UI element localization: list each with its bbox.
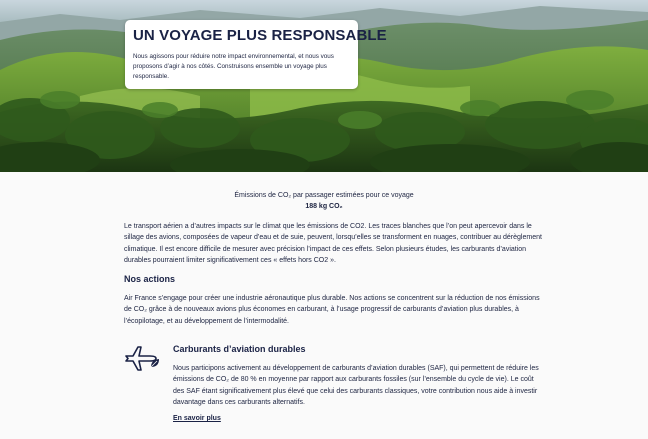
- hero-description: Nous agissons pour réduire notre impact environnemental, et nous vous proposons d’agir à nos côtés. Construisons ensemble un voyage plus responsable.: [133, 53, 334, 80]
- emissions-value: 188 kg CO₂: [305, 203, 343, 210]
- hero-title: UN VOYAGE PLUS RESPONSABLE: [133, 27, 387, 44]
- actions-heading: Nos actions: [124, 274, 176, 284]
- saf-title: Carburants d’aviation durables: [173, 344, 306, 354]
- saf-paragraph: Nous participons activement au développement de carburants d’aviation durables (SAF), qui permettent de réduire les émissions de CO₂ de 80 % en moyenne par rapport aux carburants fossiles (sur l’ensemble du cycle de vie). Le coût des SAF étant significativement plus élevé que celui des carburants classiques, votre contribution nous aide à investir davantage dans ces carburants alternatifs.: [173, 365, 539, 407]
- actions-paragraph: Air France s’engage pour créer une industrie aéronautique plus durable. Nos actions se concentrent sur la réduction de nos émissions de CO₂ grâce à de nouveaux avions plus économes en carburant, à l’usage progressif de carburants d’aviation plus durables, à l’écopilotage, et au développement de l’intermodalité.: [124, 295, 540, 325]
- learn-more-link[interactable]: En savoir plus: [173, 415, 221, 422]
- emissions-label: Émissions de CO₂ par passager estimées pour ce voyage: [234, 192, 414, 199]
- main-content: [0, 172, 648, 439]
- emissions-summary: [0, 191, 648, 212]
- intro-paragraph: Le transport aérien a d’autres impacts sur le climat que les émissions de CO2. Les traces blanches que l’on peut apercevoir dans le sillage des avions, composées de vapeur d’eau et de suie, peuvent, lorsqu’elles se transforment en nuages, contribuer au dérèglement climatique. Il est encore difficile de mesurer avec précision l’impact de ces effets. Selon plusieurs études, les carburants d’aviation durables pourraient limiter significativement ces « effets hors CO2 ».: [124, 223, 542, 265]
- hero-card: [125, 20, 387, 89]
- eco-plane-icon: [124, 343, 162, 373]
- hero-banner: [0, 0, 648, 172]
